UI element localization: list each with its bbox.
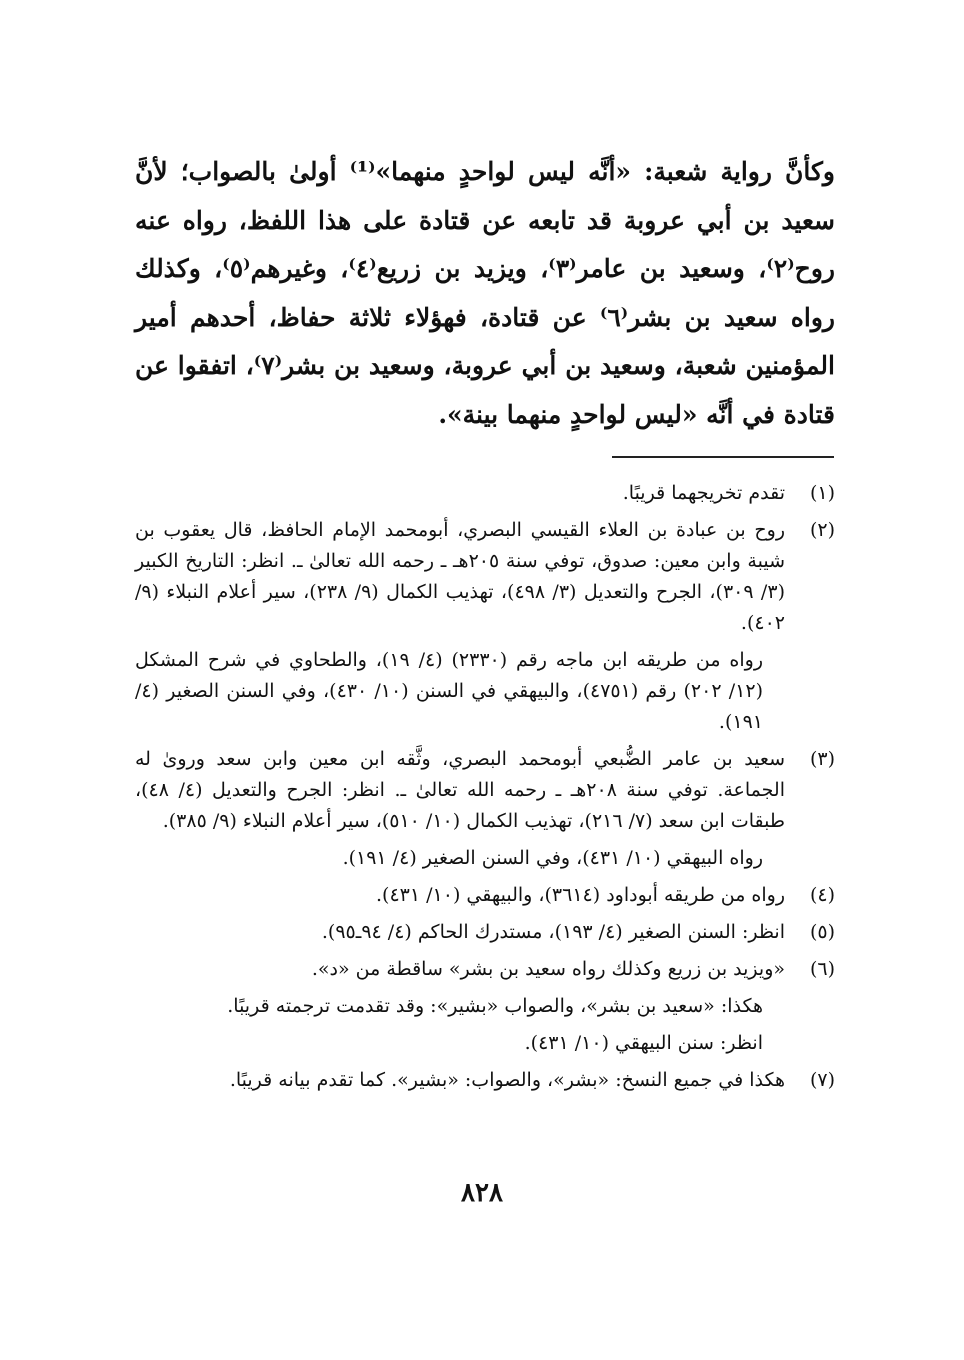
footnote-1: [135, 478, 835, 509]
page-number: ٨٢٨: [461, 1178, 503, 1208]
footnote-number: (٣): [809, 748, 835, 770]
footnote-7: [135, 1065, 835, 1096]
footnote-text: تقدم تخريجهما قريبًا.: [622, 482, 785, 504]
footnote-continuation: رواه من طريقه ابن ماجه رقم (٢٣٣٠) (٤/ ١٩)، والطحاوي في شرح المشكل (١٢/ ٢٠٢) رقم (٤٧٥١)، والبيهقي في السنن (١٠/ ٤٣٠)، وفي السنن الصغير (٤/ ١٩١).: [135, 649, 763, 733]
footnote-text: سعيد بن عامر الضُّبعي أبومحمد البصري، وثَّقه ابن معين وابن سعد وروىٰ له الجماعة. توفي سنة ٢٠٨هـ ـ رحمه الله تعالىٰ ـ. انظر: الجرح والتعديل (٤/ ٤٨)، طبقات ابن سعد (٧/ ٢١٦)، تهذيب الكمال (١٠/ ٥١٠)، سير أعلام النبلاء (٩/ ٣٨٥).: [135, 748, 785, 832]
main-paragraph: وكأنَّ رواية شعبة: «أنَّه ليس لواحدٍ منهما»⁽¹⁾ أولىٰ بالصواب؛ لأنَّ سعيد بن أبي عروبة قد تابعه عن قتادة على هذا اللفظ، رواه عنه روح⁽٢⁾، وسعيد بن عامر⁽٣⁾، ويزيد بن زريع⁽٤⁾، وغيرهم⁽٥⁾، وكذلك رواه سعيد بن بشر⁽٦⁾ عن قتادة، فهؤلاء ثلاثة حفاظ، أحدهم أمير المؤمنين شعبة، وسعيد بن أبي عروبة، وسعيد بن بشر⁽٧⁾، اتفقوا عن قتادة في أنَّه «ليس لواحدٍ منهما بينة».: [135, 157, 835, 429]
footnote-text: روح بن عبادة بن العلاء القيسي البصري، أبومحمد الإمام الحافظ، قال يعقوب بن شيبة وابن معين: صدوق، توفي سنة ٢٠٥هـ ـ رحمه الله تعالىٰ ـ. انظر: التاريخ الكبير (٣/ ٣٠٩)، الجرح والتعديل (٣/ ٤٩٨)، تهذيب الكمال (٩/ ٢٣٨)، سير أعلام النبلاء (٩/ ٤٠٢).: [135, 519, 785, 634]
footnote-4: [135, 880, 835, 911]
footnote-text: انظر: السنن الصغير (٤/ ١٩٣)، مستدرك الحاكم (٤/ ٩٤ـ٩٥).: [321, 921, 785, 943]
footnote-2: [135, 515, 835, 738]
footnote-text: «ويزيد بن زريع وكذلك رواه سعيد بن بشر» ساقطة من «د».: [311, 958, 785, 980]
footnote-number: (٧): [809, 1069, 835, 1091]
footnote-number: (٦): [809, 958, 835, 980]
footnote-5: [135, 917, 835, 948]
footnote-number: (٤): [809, 884, 835, 906]
footnote-continuation: هكذا: «سعيد بن بشر»، والصواب «بشير»: وقد تقدمت ترجمته قريبًا.: [227, 995, 763, 1017]
footnote-text: هكذا في جميع النسخ: «بشر»، والصواب: «بشير». كما تقدم بيانه قريبًا.: [229, 1069, 785, 1091]
footnote-6: [135, 954, 835, 1059]
footnote-separator: [612, 456, 834, 458]
footnote-text: رواه من طريقه أبوداود (٣٦١٤)، والبيهقي (١٠/ ٤٣١).: [376, 884, 785, 906]
footnote-continuation: رواه البيهقي (١٠/ ٤٣١)، وفي السنن الصغير (٤/ ١٩١).: [342, 847, 763, 869]
footnote-number: (٥): [809, 921, 835, 943]
footnote-continuation-2: انظر: سنن البيهقي (١٠/ ٤٣١).: [524, 1032, 763, 1054]
main-text-block: [135, 148, 835, 439]
footnote-number: (١): [809, 482, 835, 504]
footnote-3: [135, 744, 835, 874]
footnotes-section: [135, 478, 835, 1096]
footnote-number: (٢): [809, 519, 835, 541]
